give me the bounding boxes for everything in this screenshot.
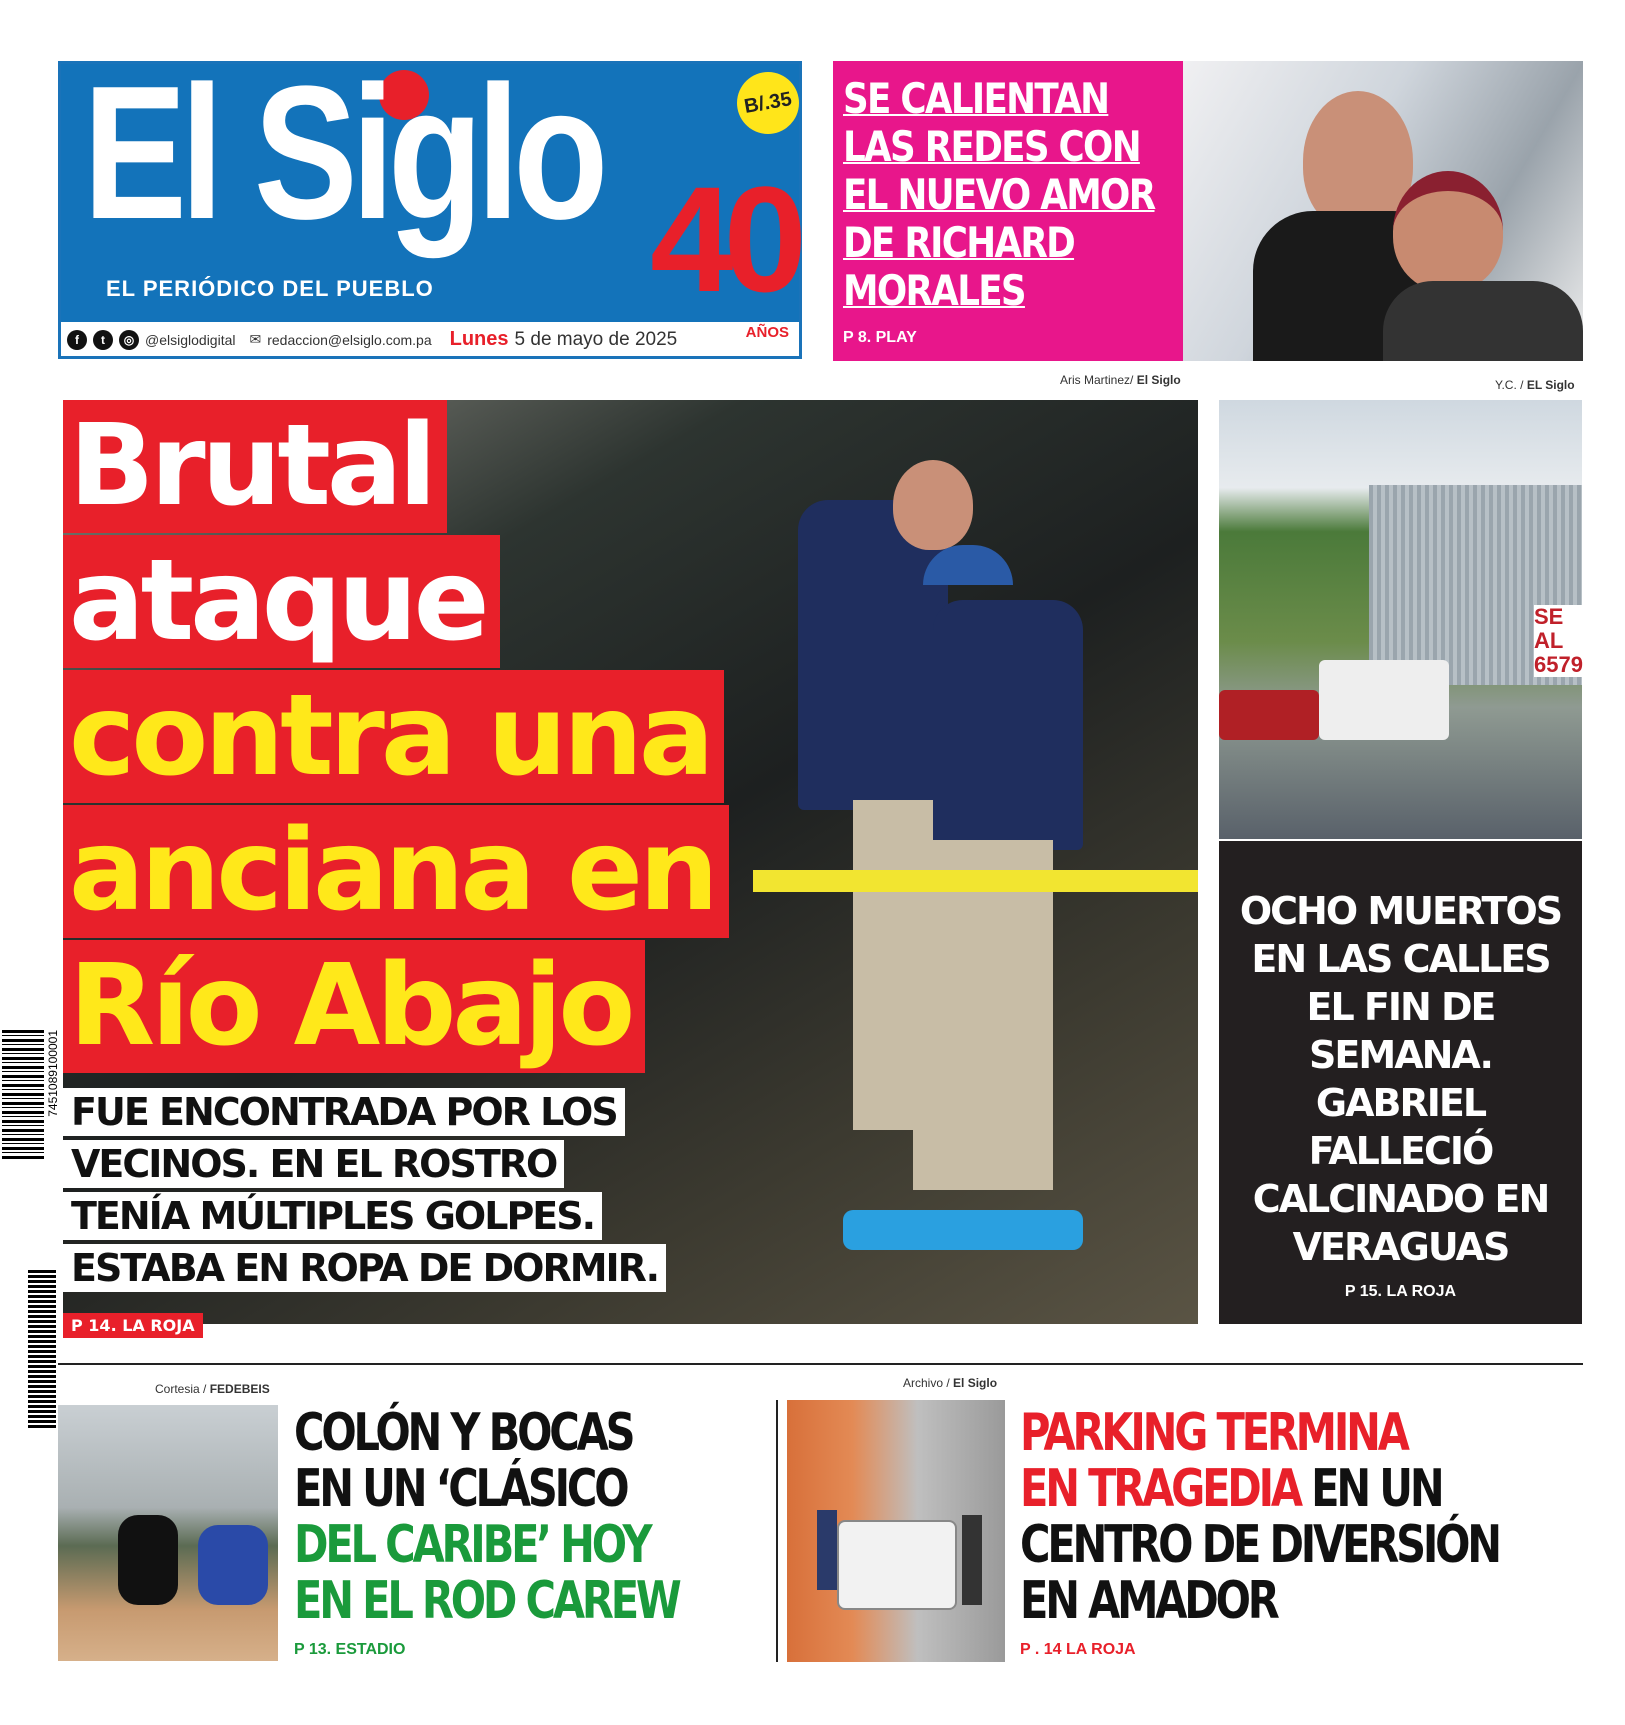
- main-photo-credit: Aris Martinez/ El Siglo: [1060, 373, 1181, 387]
- social-handle: @elsiglodigital: [145, 331, 236, 348]
- date: 5 de mayo de 2025: [514, 328, 678, 350]
- sports-page-ref: P 13. ESTADIO: [294, 1641, 406, 1658]
- barcode: [2, 1030, 44, 1160]
- parking-photo-credit: Archivo / El Siglo: [903, 1376, 998, 1390]
- main-deck: FUE ENCONTRADA POR LOS VECINOS. EN EL ROSTRO TENÍA MÚLTIPLES GOLPES. ESTABA EN ROPA DE DORMIR. P 14. LA ROJA: [63, 1088, 666, 1340]
- anniversary-label: AÑOS: [745, 324, 789, 341]
- barcode-addon: [28, 1270, 56, 1430]
- teaser-page-ref: P 8. PLAY: [843, 329, 917, 346]
- teaser-box: [833, 61, 1583, 361]
- baseball-photo: [58, 1405, 278, 1661]
- roadside-photo: [1219, 400, 1582, 839]
- parking-page-ref: P . 14 LA ROJA: [1020, 1641, 1136, 1658]
- main-page-ref: P 14. LA ROJA: [63, 1313, 203, 1338]
- section-divider: [58, 1363, 1583, 1365]
- sports-story[interactable]: COLÓN Y BOCAS EN UN ‘CLÁSICO DEL CARIBE’ HOY EN EL ROD CAREW P 13. ESTADIO: [294, 1405, 775, 1659]
- sports-photo-credit: Cortesia / FEDEBEIS: [155, 1382, 270, 1396]
- twitter-icon: t: [93, 330, 113, 350]
- tagline: EL PERIÓDICO DEL PUEBLO: [106, 276, 434, 301]
- anniversary-number: 40: [650, 155, 797, 323]
- email-icon: ✉: [249, 331, 262, 347]
- masthead: [58, 47, 802, 359]
- parking-photo: [787, 1400, 1005, 1662]
- main-headline[interactable]: Brutal ataque contra una anciana en Río Abajo: [63, 400, 729, 1075]
- parking-story[interactable]: PARKING TERMINA EN TRAGEDIA EN UN CENTRO DE DIVERSIÓN EN AMADOR P . 14 LA ROJA: [1020, 1405, 1619, 1659]
- instagram-icon: ◎: [119, 330, 139, 350]
- teaser-headline[interactable]: SE CALIENTAN LAS REDES CON EL NUEVO AMOR DE RICHARD MORALES: [843, 74, 1155, 315]
- barcode-number: 7451089100001: [46, 1030, 60, 1117]
- side-story[interactable]: [1219, 841, 1582, 1324]
- facebook-icon: f: [67, 330, 87, 350]
- masthead-info-strip: [67, 328, 677, 351]
- email: redaccion@elsiglo.com.pa: [267, 331, 432, 348]
- logo: El Siglo: [83, 47, 602, 259]
- day: Lunes: [449, 328, 509, 350]
- column-divider: [776, 1400, 778, 1662]
- side-page-ref: P 15. LA ROJA: [1344, 1283, 1457, 1300]
- price-badge: B/.35: [732, 67, 804, 139]
- main-story: [63, 400, 1198, 1335]
- couple-photo: [1183, 61, 1583, 361]
- side-story-text: OCHO MUERTOS EN LAS CALLES EL FIN DE SEMANA. GABRIEL FALLECIÓ CALCINADO EN VERAGUAS: [1239, 889, 1562, 1269]
- sign-text: SE AL 6579: [1534, 604, 1583, 677]
- side-photo-credit: Y.C. / EL Siglo: [1495, 378, 1575, 392]
